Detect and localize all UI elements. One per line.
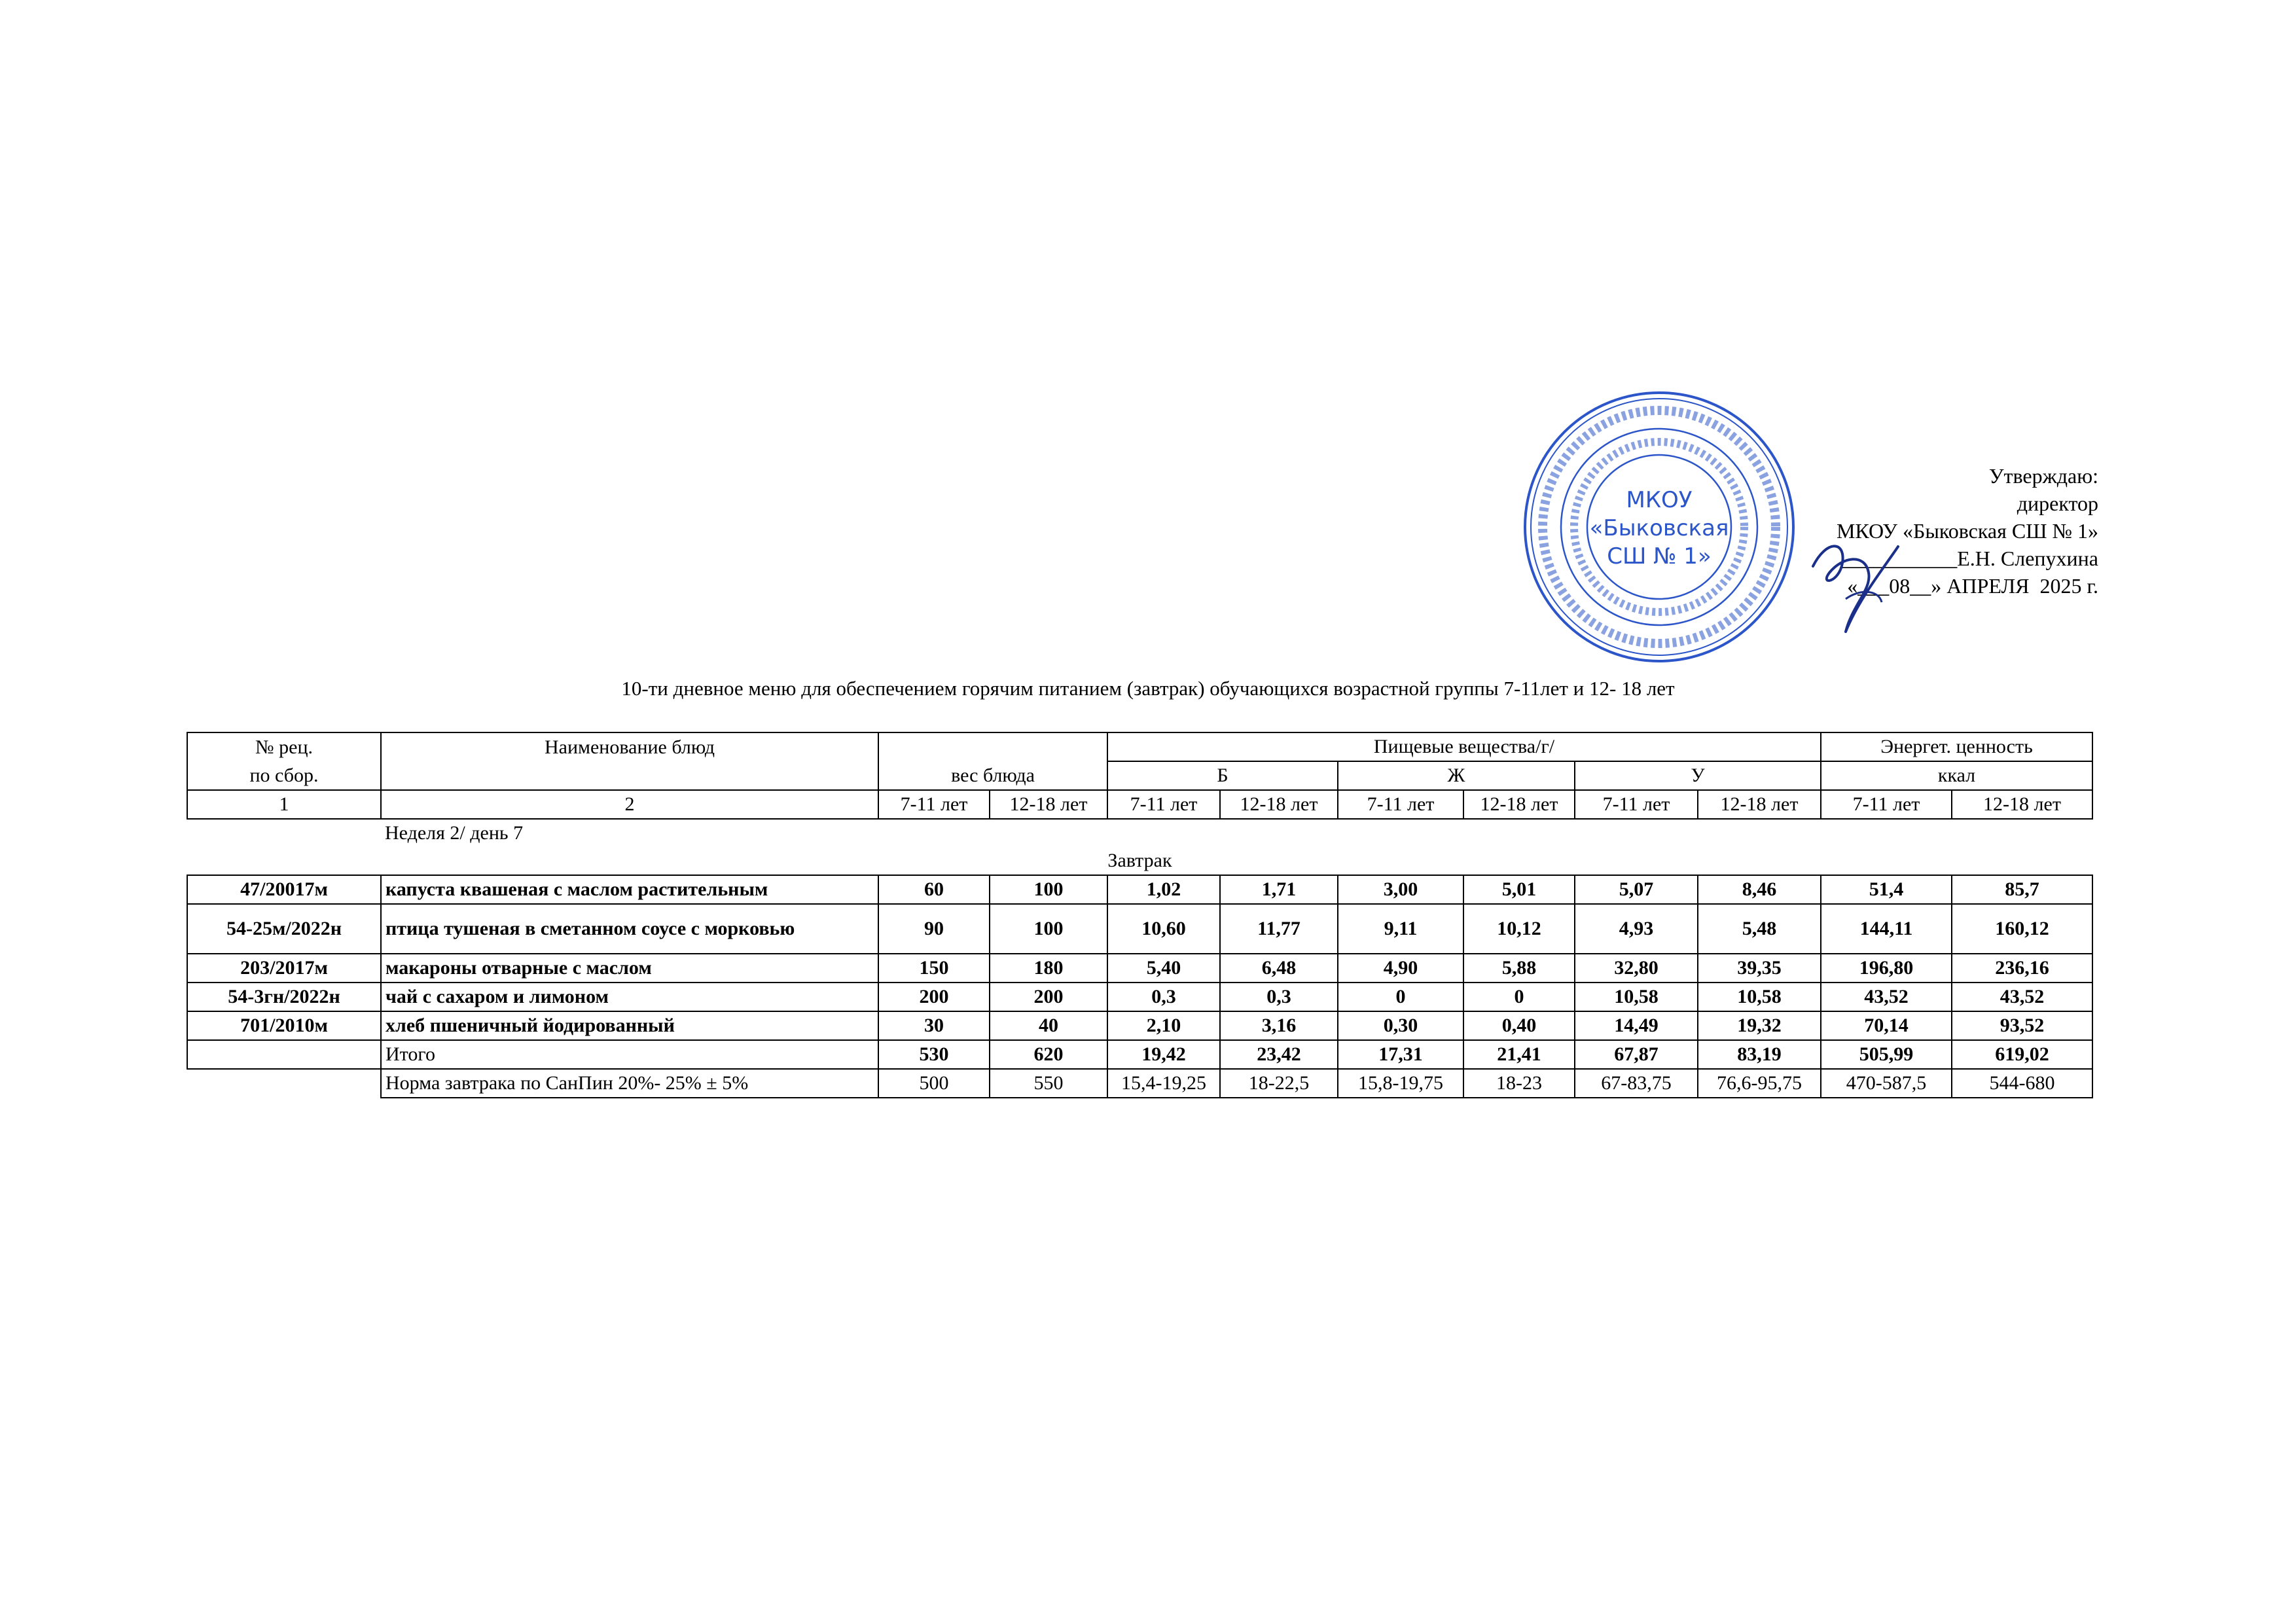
cell-dish: хлеб пшеничный йодированный [381, 1011, 878, 1040]
cell-rec: 47/20017м [187, 875, 381, 904]
norm-protein-12-18: 18-22,5 [1220, 1069, 1338, 1098]
total-kcal-7-11: 505,99 [1821, 1040, 1952, 1069]
approval-line-org: МКОУ «Быковская СШ № 1» [1836, 519, 2098, 543]
week-label: Неделя 2/ день 7 [385, 822, 524, 844]
cell-dish: чай с сахаром и лимоном [381, 983, 878, 1011]
norm-weight-7-11: 500 [878, 1069, 990, 1098]
approval-line-signatory: ___________Е.Н. Слепухина [1842, 547, 2098, 570]
cell-kcal-12-18: 236,16 [1952, 954, 2092, 983]
meal-row [187, 847, 2092, 875]
age-cell: 7-11 лет [1575, 790, 1698, 819]
seal-text-2: «Быковская [1589, 515, 1729, 541]
table-row [187, 1011, 2092, 1040]
cell-carbs-12-18: 5,48 [1698, 904, 1821, 954]
table-row [187, 983, 2092, 1011]
cell-dish: птица тушеная в сметанном соусе с морковью [381, 904, 878, 954]
cell-fat-7-11: 0 [1338, 983, 1463, 1011]
cell-protein-12-18: 0,3 [1220, 983, 1338, 1011]
cell-fat-7-11: 9,11 [1338, 904, 1463, 954]
norm-kcal-12-18: 544-680 [1952, 1069, 2092, 1098]
cell-protein-7-11: 5,40 [1107, 954, 1220, 983]
header-energy: Энергет. ценность [1821, 732, 2092, 761]
header-row-2 [187, 761, 2092, 790]
header-row-1 [187, 732, 2092, 761]
table-row [187, 954, 2092, 983]
total-protein-12-18: 23,42 [1220, 1040, 1338, 1069]
page-title: 10-ти дневное меню для обеспечением горячим питанием (завтрак) обучающихся возрастной группы 7-11лет и 12- 18 лет [621, 677, 1675, 700]
header-nutrients: Пищевые вещества/г/ [1107, 732, 1821, 761]
menu-table [187, 732, 2093, 1098]
cell-rec: 701/2010м [187, 1011, 381, 1040]
total-carbs-12-18: 83,19 [1698, 1040, 1821, 1069]
cell-weight-7-11: 200 [878, 983, 990, 1011]
table-row [187, 875, 2092, 904]
cell-rec: 54-25м/2022н [187, 904, 381, 954]
norm-fat-7-11: 15,8-19,75 [1338, 1069, 1463, 1098]
header-kcal: ккал [1821, 761, 2092, 790]
cell-fat-7-11: 0,30 [1338, 1011, 1463, 1040]
cell-carbs-7-11: 4,93 [1575, 904, 1698, 954]
signature [1806, 527, 1905, 638]
total-weight-12-18: 620 [990, 1040, 1107, 1069]
approval-line-approve: Утверждаю: [1988, 464, 2098, 488]
total-carbs-7-11: 67,87 [1575, 1040, 1698, 1069]
cell-fat-12-18: 0,40 [1463, 1011, 1575, 1040]
header-weight: вес блюда [878, 761, 1107, 790]
official-seal [1518, 386, 1800, 668]
cell-carbs-12-18: 8,46 [1698, 875, 1821, 904]
cell-protein-7-11: 1,02 [1107, 875, 1220, 904]
meal-label: Завтрак [1107, 850, 1172, 871]
header-fat: Ж [1338, 761, 1575, 790]
cell-kcal-7-11: 196,80 [1821, 954, 1952, 983]
total-label: Итого [381, 1040, 878, 1069]
cell-carbs-12-18: 19,32 [1698, 1011, 1821, 1040]
cell-weight-12-18: 200 [990, 983, 1107, 1011]
cell-rec: 54-3гн/2022н [187, 983, 381, 1011]
cell-weight-7-11: 90 [878, 904, 990, 954]
cell-kcal-12-18: 160,12 [1952, 904, 2092, 954]
seal-text-1: МКОУ [1626, 487, 1693, 513]
norm-label: Норма завтрака по СанПин 20%- 25% ± 5% [381, 1069, 878, 1098]
norm-carbs-12-18: 76,6-95,75 [1698, 1069, 1821, 1098]
cell-weight-12-18: 180 [990, 954, 1107, 983]
approval-line-date: «___08__» АПРЕЛЯ 2025 г. [1847, 574, 2098, 598]
norm-protein-7-11: 15,4-19,25 [1107, 1069, 1220, 1098]
cell-carbs-12-18: 10,58 [1698, 983, 1821, 1011]
total-fat-12-18: 21,41 [1463, 1040, 1575, 1069]
seal-text-3: СШ № 1» [1607, 543, 1712, 569]
cell-dish: макароны отварные с маслом [381, 954, 878, 983]
cell-weight-12-18: 100 [990, 904, 1107, 954]
age-cell: 12-18 лет [1220, 790, 1338, 819]
age-cell: 12-18 лет [1952, 790, 2092, 819]
age-cell: 12-18 лет [990, 790, 1107, 819]
cell-protein-7-11: 0,3 [1107, 983, 1220, 1011]
cell-kcal-7-11: 144,11 [1821, 904, 1952, 954]
cell-protein-12-18: 6,48 [1220, 954, 1338, 983]
age-cell: 12-18 лет [1698, 790, 1821, 819]
header-col-2: 2 [381, 790, 878, 819]
cell-weight-7-11: 150 [878, 954, 990, 983]
cell-fat-12-18: 5,88 [1463, 954, 1575, 983]
header-carbs: У [1575, 761, 1821, 790]
cell-weight-7-11: 30 [878, 1011, 990, 1040]
cell-protein-12-18: 1,71 [1220, 875, 1338, 904]
cell-protein-7-11: 10,60 [1107, 904, 1220, 954]
total-row [187, 1040, 2092, 1069]
age-cell: 7-11 лет [1821, 790, 1952, 819]
header-protein: Б [1107, 761, 1338, 790]
total-weight-7-11: 530 [878, 1040, 990, 1069]
cell-fat-12-18: 10,12 [1463, 904, 1575, 954]
age-cell: 12-18 лет [1463, 790, 1575, 819]
cell-kcal-12-18: 43,52 [1952, 983, 2092, 1011]
total-fat-7-11: 17,31 [1338, 1040, 1463, 1069]
cell-protein-12-18: 11,77 [1220, 904, 1338, 954]
cell-protein-7-11: 2,10 [1107, 1011, 1220, 1040]
norm-kcal-7-11: 470-587,5 [1821, 1069, 1952, 1098]
cell-carbs-7-11: 5,07 [1575, 875, 1698, 904]
norm-carbs-7-11: 67-83,75 [1575, 1069, 1698, 1098]
approval-line-position: директор [2017, 492, 2098, 515]
cell-fat-12-18: 0 [1463, 983, 1575, 1011]
norm-fat-12-18: 18-23 [1463, 1069, 1575, 1098]
cell-rec: 203/2017м [187, 954, 381, 983]
cell-kcal-7-11: 51,4 [1821, 875, 1952, 904]
cell-kcal-12-18: 85,7 [1952, 875, 2092, 904]
cell-fat-7-11: 3,00 [1338, 875, 1463, 904]
table-row [187, 904, 2092, 954]
cell-protein-12-18: 3,16 [1220, 1011, 1338, 1040]
cell-fat-7-11: 4,90 [1338, 954, 1463, 983]
age-cell: 7-11 лет [1338, 790, 1463, 819]
week-row [187, 819, 2092, 847]
cell-kcal-12-18: 93,52 [1952, 1011, 2092, 1040]
total-protein-7-11: 19,42 [1107, 1040, 1220, 1069]
cell-carbs-7-11: 32,80 [1575, 954, 1698, 983]
cell-carbs-7-11: 10,58 [1575, 983, 1698, 1011]
header-col-1: 1 [187, 790, 381, 819]
header-rec-source: по сбор. [187, 761, 381, 790]
cell-kcal-7-11: 70,14 [1821, 1011, 1952, 1040]
cell-kcal-7-11: 43,52 [1821, 983, 1952, 1011]
age-cell: 7-11 лет [1107, 790, 1220, 819]
cell-fat-12-18: 5,01 [1463, 875, 1575, 904]
cell-carbs-7-11: 14,49 [1575, 1011, 1698, 1040]
norm-row [187, 1069, 2092, 1098]
header-dish-name: Наименование блюд [381, 732, 878, 761]
norm-weight-12-18: 550 [990, 1069, 1107, 1098]
total-kcal-12-18: 619,02 [1952, 1040, 2092, 1069]
header-rec-number: № рец. [187, 732, 381, 761]
cell-weight-12-18: 40 [990, 1011, 1107, 1040]
cell-carbs-12-18: 39,35 [1698, 954, 1821, 983]
cell-weight-12-18: 100 [990, 875, 1107, 904]
header-row-3 [187, 790, 2092, 819]
age-cell: 7-11 лет [878, 790, 990, 819]
cell-weight-7-11: 60 [878, 875, 990, 904]
cell-dish: капуста квашеная с маслом растительным [381, 875, 878, 904]
